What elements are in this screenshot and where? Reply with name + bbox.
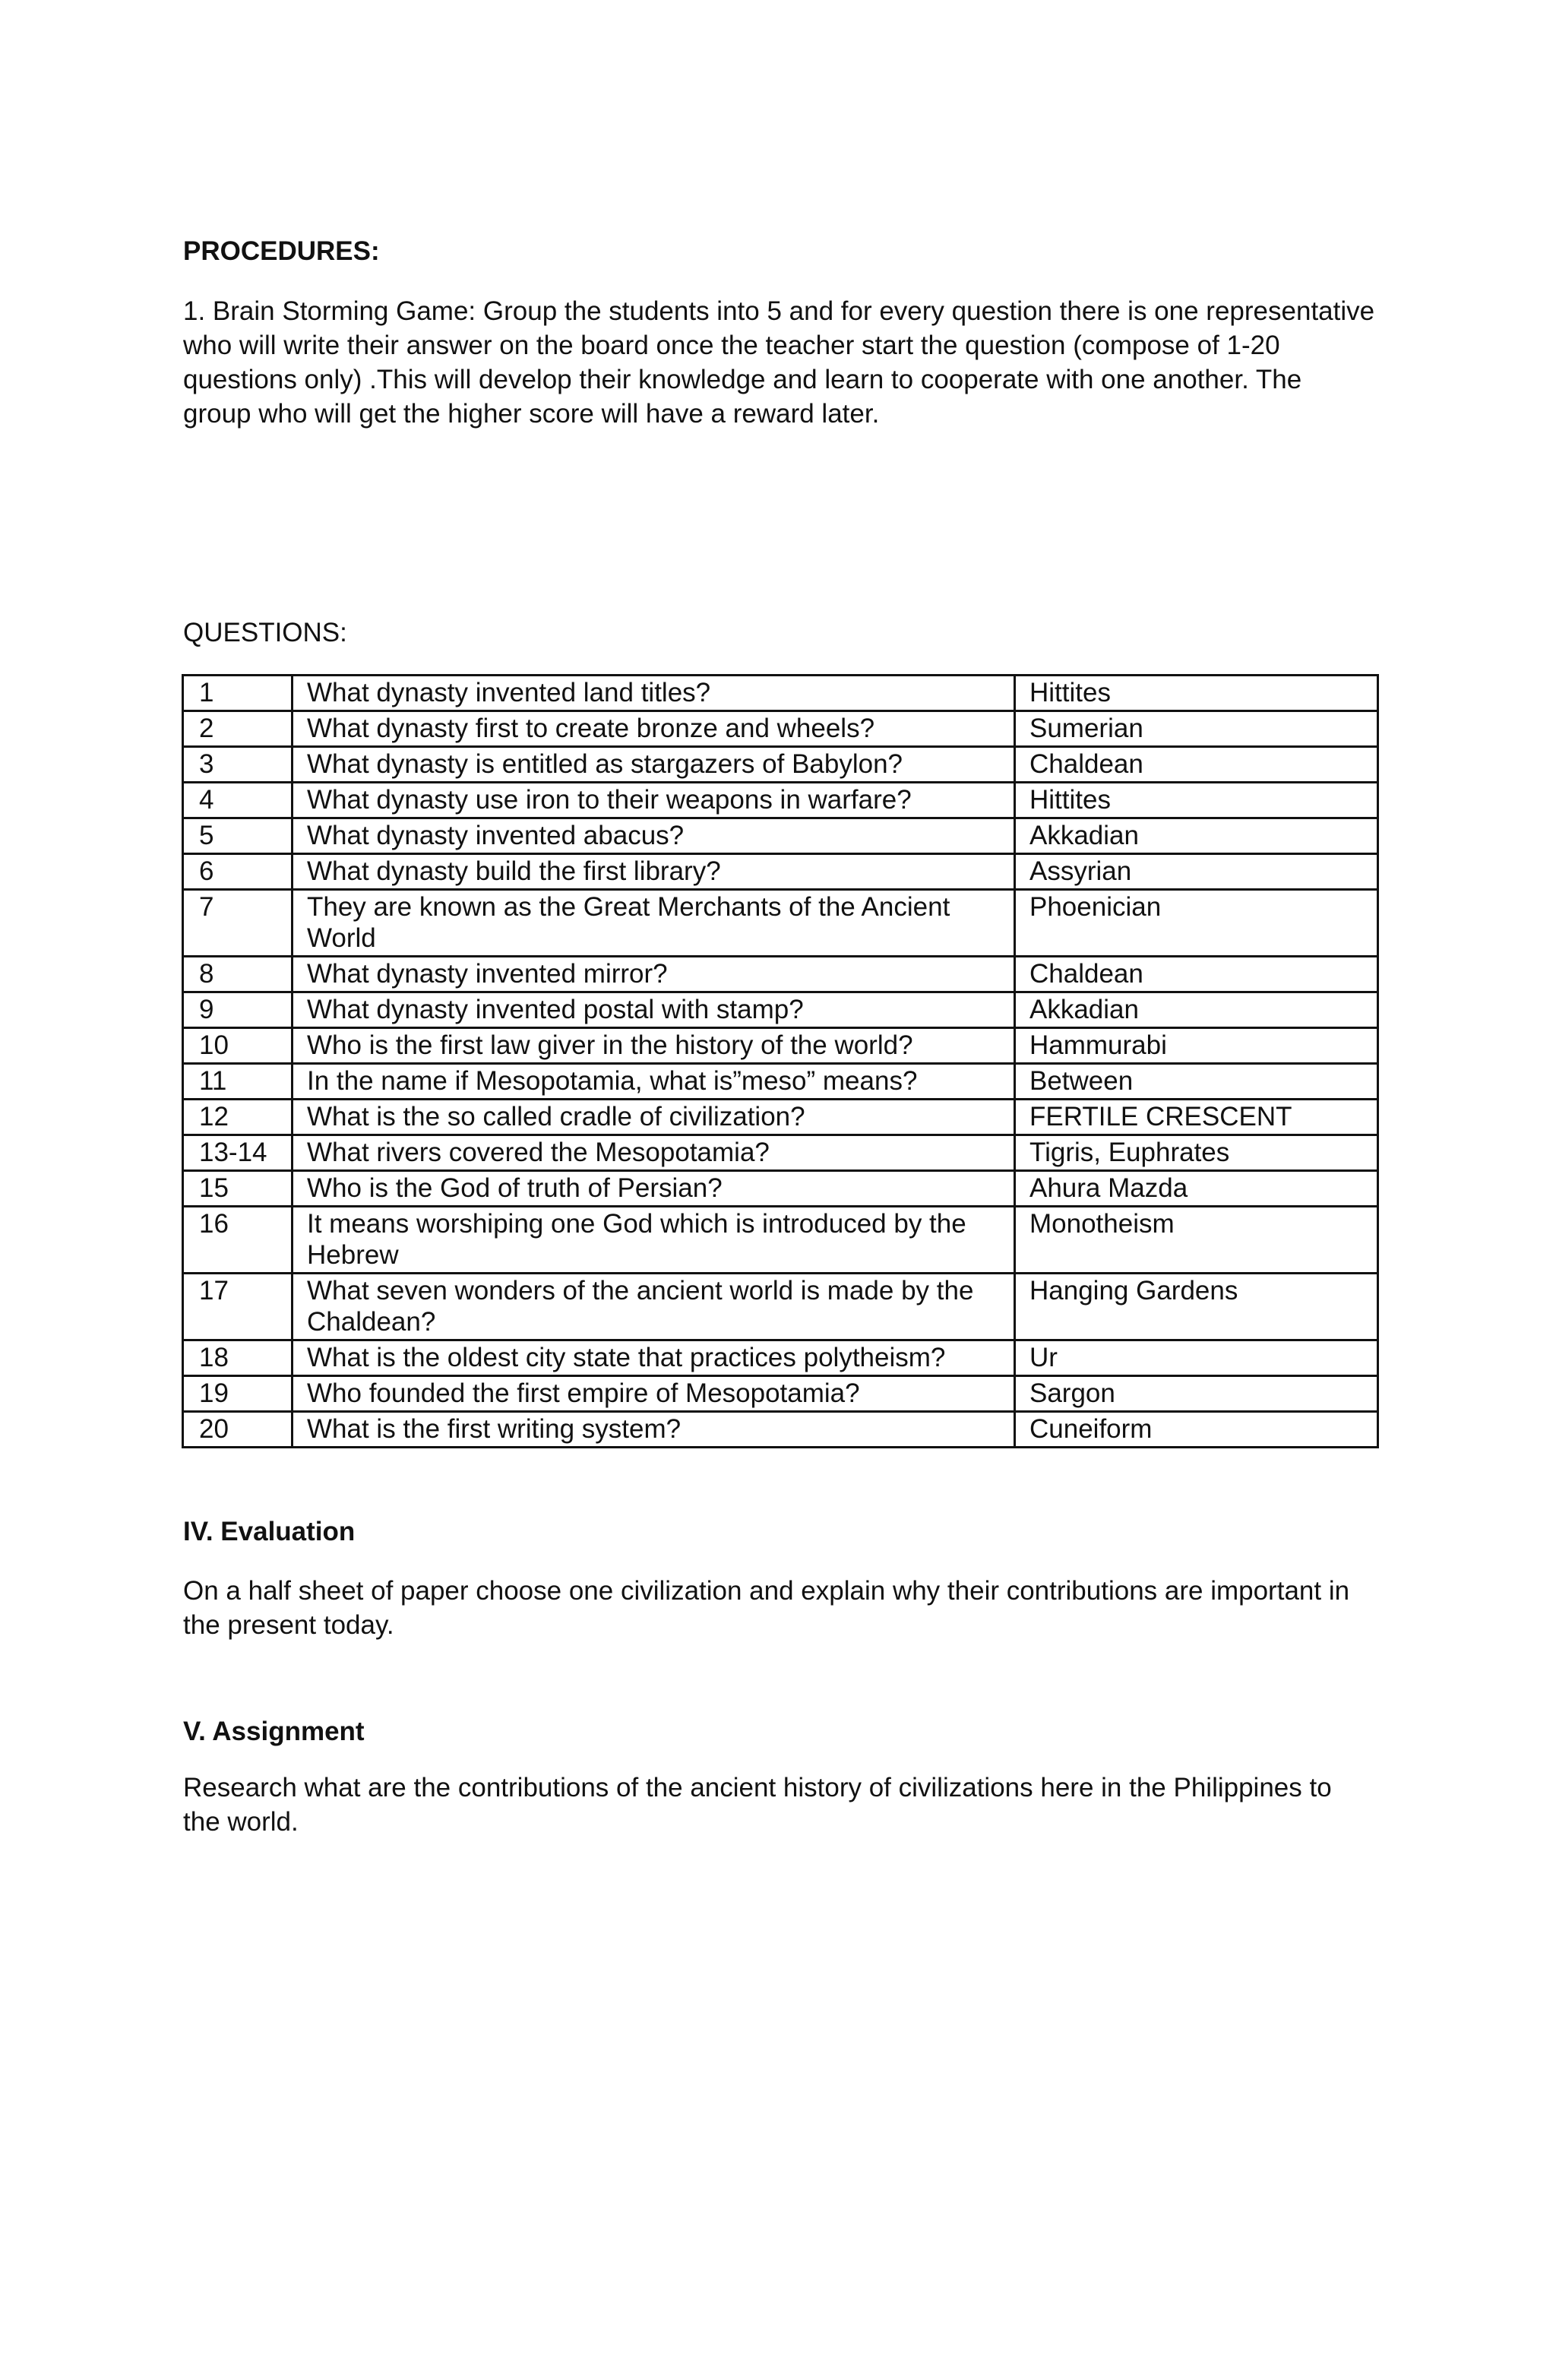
table-row [183, 1274, 1378, 1340]
table-row [183, 1028, 1378, 1064]
question-cell: What dynasty invented land titles? [293, 676, 1015, 711]
question-number-cell: 2 [183, 711, 293, 747]
question-cell: What is the oldest city state that practices polytheism? [293, 1340, 1015, 1376]
question-cell: What dynasty invented mirror? [293, 957, 1015, 992]
answer-cell: Chaldean [1015, 747, 1378, 783]
question-cell: What is the so called cradle of civilization? [293, 1100, 1015, 1135]
assignment-heading: V. Assignment [183, 1717, 365, 1746]
answer-cell: Hammurabi [1015, 1028, 1378, 1064]
procedures-text: 1. Brain Storming Game: Group the students into 5 and for every question there is one representative who will write their answer on the board once the teacher start the question (compose of 1-20 questions only) .This will develop their knowledge and learn to cooperate with one another. The group who will get the higher score will have a reward later. [183, 296, 1375, 429]
question-number-cell: 17 [183, 1274, 293, 1340]
table-row [183, 1100, 1378, 1135]
assignment-text: Research what are the contributions of the ancient history of civilizations here in the Philippines to the world. [183, 1773, 1332, 1837]
answer-cell: Between [1015, 1064, 1378, 1100]
answer-cell: Hittites [1015, 676, 1378, 711]
table-row [183, 1171, 1378, 1207]
questions-table-body [183, 676, 1378, 1448]
question-cell: What dynasty invented postal with stamp? [293, 992, 1015, 1028]
evaluation-heading: IV. Evaluation [183, 1517, 356, 1546]
table-row [183, 890, 1378, 957]
answer-cell: Hanging Gardens [1015, 1274, 1378, 1340]
questions-table [182, 674, 1379, 1448]
answer-cell: Tigris, Euphrates [1015, 1135, 1378, 1171]
answer-cell: Akkadian [1015, 992, 1378, 1028]
question-number-cell: 6 [183, 854, 293, 890]
procedures-heading: PROCEDURES: [183, 236, 380, 266]
questions-heading: QUESTIONS: [183, 618, 347, 647]
evaluation-text: On a half sheet of paper choose one civilization and explain why their contributions are important in the present today. [183, 1576, 1350, 1640]
question-number-cell: 9 [183, 992, 293, 1028]
table-row [183, 783, 1378, 818]
answer-cell: Monotheism [1015, 1207, 1378, 1274]
question-cell: What dynasty invented abacus? [293, 818, 1015, 854]
question-cell: They are known as the Great Merchants of the Ancient World [293, 890, 1015, 957]
question-cell: Who founded the first empire of Mesopotamia? [293, 1376, 1015, 1412]
question-number-cell: 12 [183, 1100, 293, 1135]
answer-cell: Phoenician [1015, 890, 1378, 957]
question-cell: What rivers covered the Mesopotamia? [293, 1135, 1015, 1171]
table-row [183, 1064, 1378, 1100]
question-cell: In the name if Mesopotamia, what is”meso” means? [293, 1064, 1015, 1100]
question-number-cell: 20 [183, 1412, 293, 1448]
table-row [183, 992, 1378, 1028]
table-row [183, 676, 1378, 711]
answer-cell: Ahura Mazda [1015, 1171, 1378, 1207]
answer-cell: FERTILE CRESCENT [1015, 1100, 1378, 1135]
answer-cell: Ur [1015, 1340, 1378, 1376]
answer-cell: Assyrian [1015, 854, 1378, 890]
question-cell: What dynasty first to create bronze and wheels? [293, 711, 1015, 747]
question-number-cell: 8 [183, 957, 293, 992]
question-number-cell: 19 [183, 1376, 293, 1412]
table-row [183, 1135, 1378, 1171]
question-number-cell: 16 [183, 1207, 293, 1274]
question-number-cell: 3 [183, 747, 293, 783]
answer-cell: Sargon [1015, 1376, 1378, 1412]
table-row [183, 1376, 1378, 1412]
question-number-cell: 13-14 [183, 1135, 293, 1171]
table-row [183, 957, 1378, 992]
question-cell: Who is the first law giver in the history of the world? [293, 1028, 1015, 1064]
question-cell: What dynasty is entitled as stargazers of Babylon? [293, 747, 1015, 783]
question-number-cell: 7 [183, 890, 293, 957]
question-number-cell: 1 [183, 676, 293, 711]
question-number-cell: 11 [183, 1064, 293, 1100]
table-row [183, 854, 1378, 890]
table-row [183, 1412, 1378, 1448]
table-row [183, 747, 1378, 783]
table-row [183, 1340, 1378, 1376]
answer-cell: Hittites [1015, 783, 1378, 818]
answer-cell: Cuneiform [1015, 1412, 1378, 1448]
question-number-cell: 18 [183, 1340, 293, 1376]
answer-cell: Sumerian [1015, 711, 1378, 747]
table-row [183, 818, 1378, 854]
answer-cell: Chaldean [1015, 957, 1378, 992]
question-cell: What is the first writing system? [293, 1412, 1015, 1448]
question-cell: What seven wonders of the ancient world is made by the Chaldean? [293, 1274, 1015, 1340]
question-number-cell: 10 [183, 1028, 293, 1064]
question-cell: What dynasty build the first library? [293, 854, 1015, 890]
table-row [183, 1207, 1378, 1274]
table-row [183, 711, 1378, 747]
answer-cell: Akkadian [1015, 818, 1378, 854]
question-cell: What dynasty use iron to their weapons in warfare? [293, 783, 1015, 818]
question-number-cell: 15 [183, 1171, 293, 1207]
question-cell: Who is the God of truth of Persian? [293, 1171, 1015, 1207]
question-number-cell: 4 [183, 783, 293, 818]
question-number-cell: 5 [183, 818, 293, 854]
question-cell: It means worshiping one God which is introduced by the Hebrew [293, 1207, 1015, 1274]
